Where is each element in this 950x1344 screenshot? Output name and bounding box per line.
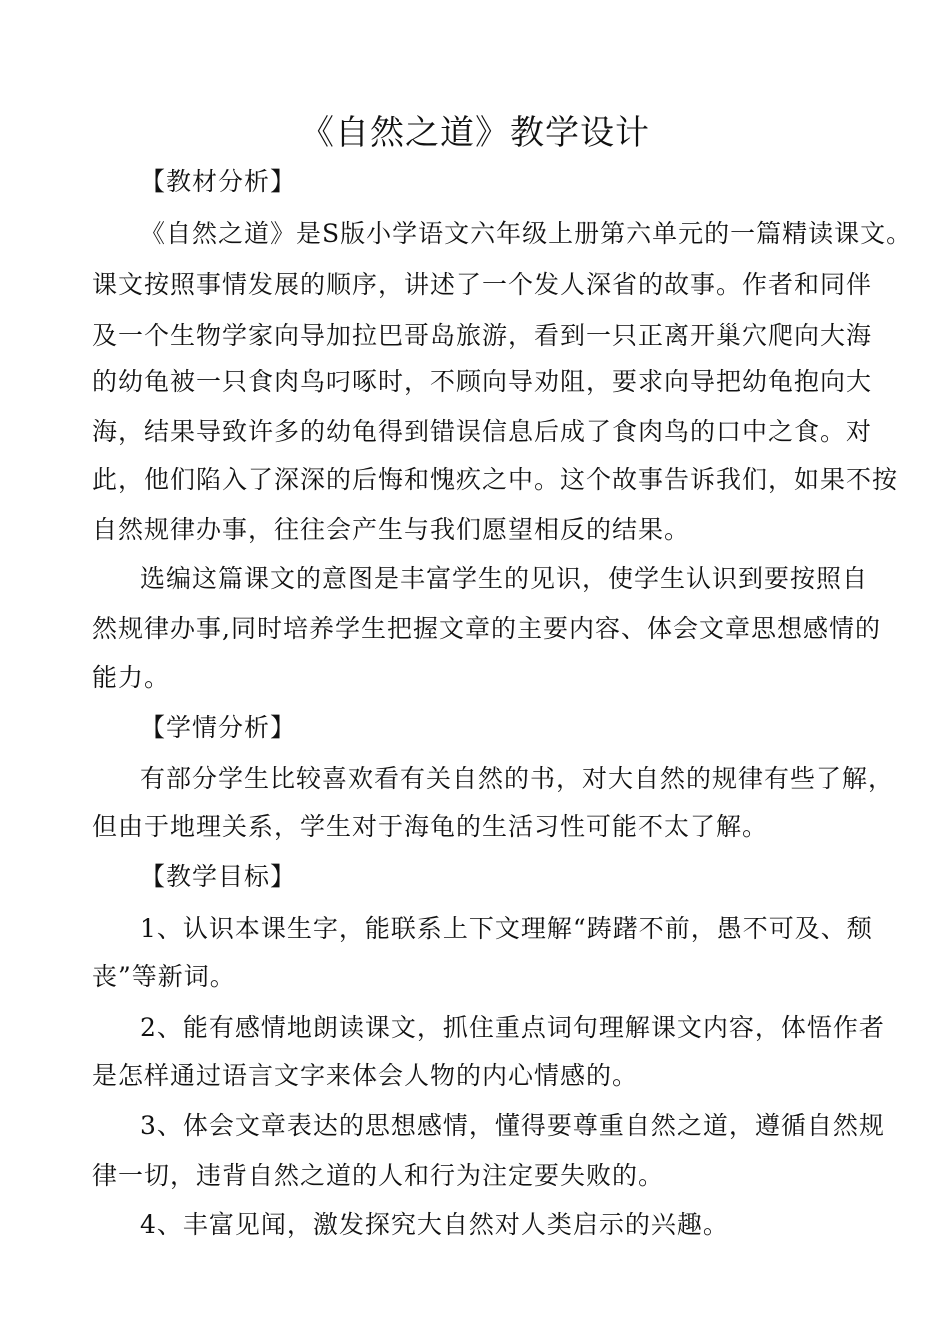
section-heading-teaching-goals: 【教学目标】 xyxy=(140,862,297,891)
goal-line: 3、体会文章表达的思想感情，懂得要尊重自然之道，遵循自然规 xyxy=(140,1111,885,1140)
goal-line: 2、能有感情地朗读课文，抓住重点词句理解课文内容，体悟作者 xyxy=(140,1013,885,1042)
goal-line: 是怎样通过语言文字来体会人物的内心情感的。 xyxy=(92,1061,639,1090)
goal-line: 4、丰富见闻，激发探究大自然对人类启示的兴趣。 xyxy=(140,1210,729,1239)
paragraph-line: 然规律办事,同时培养学生把握文章的主要内容、体会文章思想感情的 xyxy=(92,614,881,643)
paragraph-line: 海，结果导致许多的幼龟得到错误信息后成了食肉鸟的口中之食。对 xyxy=(92,417,873,446)
goal-line: 丧”等新词。 xyxy=(92,962,236,991)
goal-line: 律一切，违背自然之道的人和行为注定要失败的。 xyxy=(92,1161,665,1190)
paragraph-line: 但由于地理关系，学生对于海龟的生活习性可能不太了解。 xyxy=(92,812,769,841)
section-heading-textbook-analysis: 【教材分析】 xyxy=(140,167,297,196)
paragraph-line: 自然规律办事，往往会产生与我们愿望相反的结果。 xyxy=(92,515,691,544)
paragraph-line: 《自然之道》是S版小学语文六年级上册第六单元的一篇精读课文。 xyxy=(140,219,913,248)
paragraph-line: 此，他们陷入了深深的后悔和愧疚之中。这个故事告诉我们，如果不按 xyxy=(92,465,899,494)
paragraph-line: 选编这篇课文的意图是丰富学生的见识，使学生认识到要按照自 xyxy=(140,564,869,593)
document-title: 《自然之道》教学设计 xyxy=(300,113,650,153)
paragraph-line: 的幼龟被一只食肉鸟叼啄时，不顾向导劝阻，要求向导把幼龟抱向大 xyxy=(92,367,873,396)
goal-line: 1、认识本课生字，能联系上下文理解“踌躇不前，愚不可及、颓 xyxy=(140,914,873,943)
paragraph-line: 课文按照事情发展的顺序，讲述了一个发人深省的故事。作者和同伴 xyxy=(92,270,873,299)
paragraph-line: 能力。 xyxy=(92,663,171,692)
paragraph-line: 有部分学生比较喜欢看有关自然的书，对大自然的规律有些了解， xyxy=(140,764,895,793)
section-heading-student-analysis: 【学情分析】 xyxy=(140,713,297,742)
paragraph-line: 及一个生物学家向导加拉巴哥岛旅游，看到一只正离开巢穴爬向大海 xyxy=(92,321,873,350)
